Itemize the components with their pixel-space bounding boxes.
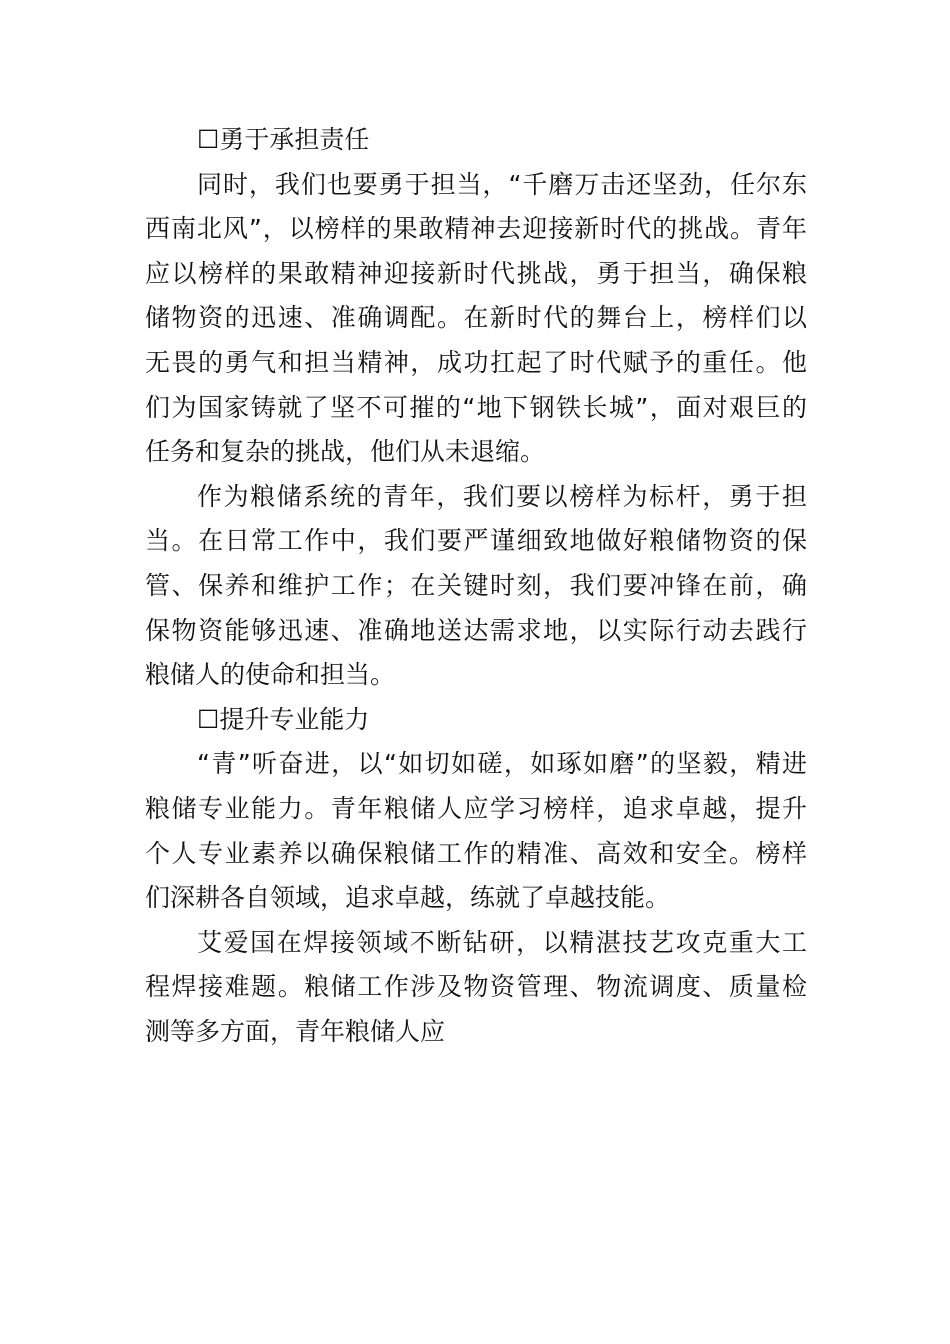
text-line: 应以榜样的果敢精神迎接新时代挑战，勇于担当，确保粮 <box>145 258 807 288</box>
text-line: 测等多方面，青年粮储人应 <box>145 1016 446 1046</box>
text-line: “青”听奋进，以“如切如磋，如琢如磨”的坚毅，精进 <box>197 749 807 779</box>
document-page <box>145 118 807 1054</box>
text-line: 程焊接难题。粮储工作涉及物资管理、物流调度、质量检 <box>145 972 807 1002</box>
text-line: 作为粮储系统的青年，我们要以榜样为标杆，勇于担 <box>197 481 807 511</box>
text-line: 当。在日常工作中，我们要严谨细致地做好粮储物资的保 <box>145 526 807 556</box>
text-line: 们深耕各自领域，追求卓越，练就了卓越技能。 <box>145 883 671 913</box>
paragraph <box>145 742 807 920</box>
text-line: 西南北风”，以榜样的果敢精神去迎接新时代的挑战。青年 <box>145 214 807 244</box>
text-line: 无畏的勇气和担当精神，成功扛起了时代赋予的重任。他 <box>145 347 807 377</box>
paragraph <box>145 921 807 1055</box>
text-line: 们为国家铸就了坚不可摧的“地下钢铁长城”，面对艰巨的 <box>145 392 807 422</box>
text-line: 艾爱国在焊接领域不断钻研，以精湛技艺攻克重大工 <box>197 927 807 957</box>
text-line: 个人专业素养以确保粮储工作的精准、高效和安全。榜样 <box>145 838 807 868</box>
paragraph <box>145 475 807 698</box>
text-line: 同时，我们也要勇于担当，“千磨万击还坚劲，任尔东 <box>197 169 807 199</box>
text-line: 管、保养和维护工作；在关键时刻，我们要冲锋在前，确 <box>145 570 807 600</box>
text-line: 储物资的迅速、准确调配。在新时代的舞台上，榜样们以 <box>145 303 807 333</box>
text-line: 保物资能够迅速、准确地送达需求地，以实际行动去践行 <box>145 615 807 645</box>
section-heading: ☐勇于承担责任 <box>197 125 370 154</box>
section-heading: ☐提升专业能力 <box>197 704 370 734</box>
text-line: 粮储人的使命和担当。 <box>145 660 396 690</box>
text-line: 任务和复杂的挑战，他们从未退缩。 <box>145 437 546 467</box>
text-line: 粮储专业能力。青年粮储人应学习榜样，追求卓越，提升 <box>145 793 807 823</box>
paragraph <box>145 163 807 475</box>
